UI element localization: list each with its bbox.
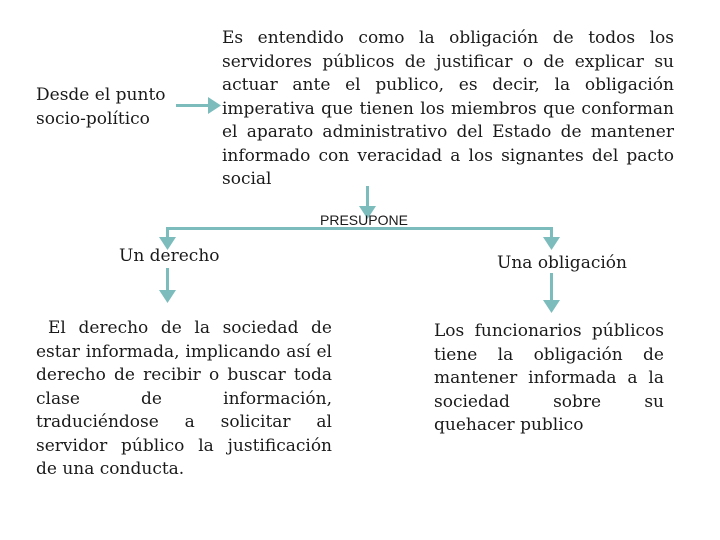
left-branch-heading: Un derecho: [119, 246, 220, 266]
definition-text: Es entendido como la obligación de todos los servidores públicos de justificar o de explicar su actuar ante el publico, es decir, la obligación imperativa que tienen los miembros que conforman el aparato administrativo del Estado de mantener informado con veracidad a los signantes del pacto social: [222, 28, 674, 189]
context-label: Desde el punto socio-político: [36, 85, 166, 129]
right-branch-top-head: [543, 237, 560, 250]
left-branch-description: El derecho de la sociedad de estar informada, implicando así el derecho de recibir o buscar toda clase de información, traduciéndose a solicitar al servidor público la justificación de una conducta.: [36, 318, 332, 479]
right-branch-heading: Una obligación: [497, 253, 627, 273]
link-label: PRESUPONE: [320, 212, 408, 228]
arrow-context-to-definition-head: [208, 97, 221, 114]
right-branch-bottom-shaft: [550, 273, 553, 303]
right-branch-bottom-head: [543, 300, 560, 313]
arrow-context-to-definition-shaft: [176, 104, 210, 107]
right-branch-description: Los funcionarios públicos tiene la obligación de mantener informada a la sociedad sobre su quehacer publico: [434, 321, 664, 435]
left-branch-bottom-head: [159, 290, 176, 303]
